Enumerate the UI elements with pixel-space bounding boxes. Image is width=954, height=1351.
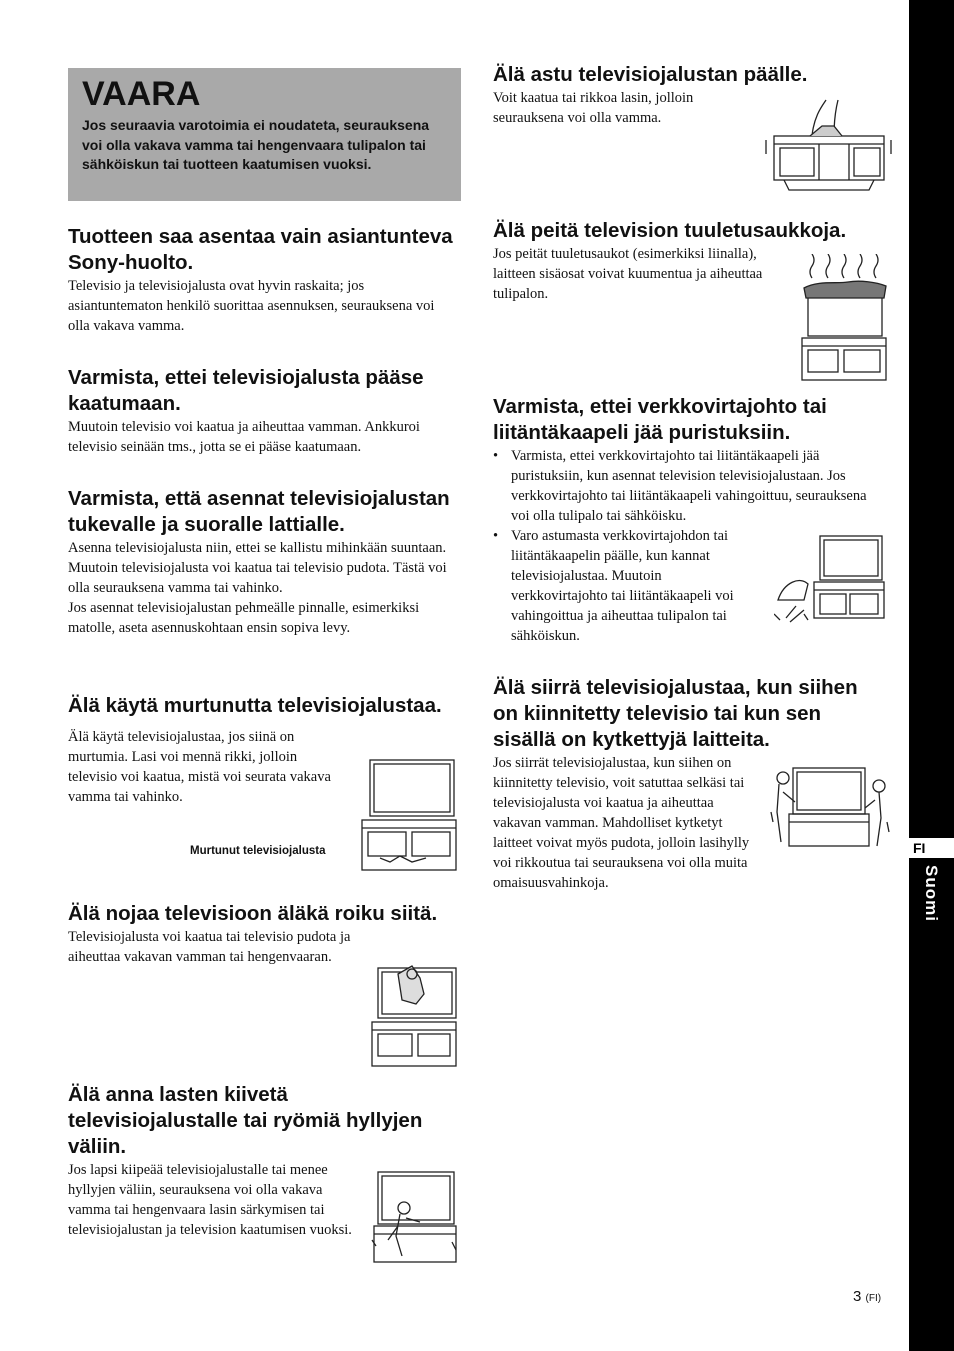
cable-pinch-illustration bbox=[774, 534, 886, 624]
section-heading: Varmista, ettei verkkovirtajohto tai liitäntäkaapeli jää puristuksiin. bbox=[493, 395, 827, 444]
section-heading: Älä peitä television tuuletusaukkoja. bbox=[493, 219, 847, 242]
covered-vents-illustration bbox=[798, 254, 892, 384]
language-code: FI bbox=[909, 838, 954, 858]
section-no-tip-over bbox=[68, 365, 458, 457]
section-body: Televisiojalusta voi kaatua tai televisio pudota ja aiheuttaa vakavan vamman tai hengenvaaran. bbox=[68, 929, 351, 965]
bullet-item: • Varo astumasta verkkovirtajohdon tai liitäntäkaapelin päälle, kun kannat televisiojalustaa. Muutoin verkkovirtajohto tai liitäntäkaapeli voi vahingoittua ja aiheuttaa tulipalon tai sähköiskun. bbox=[493, 526, 761, 646]
section-body: Jos peität tuuletusaukot (esimerkiksi liinalla), laitteen sisäosat voivat kuumentua ja aiheuttaa tulipalon. bbox=[493, 246, 763, 302]
section-heading: Tuotteen saa asentaa vain asiantunteva Sony-huolto. bbox=[68, 225, 453, 274]
section-heading: Varmista, ettei televisiojalusta pääse kaatumaan. bbox=[68, 366, 424, 415]
language-name: Suomi bbox=[922, 865, 941, 922]
danger-title: VAARA bbox=[82, 75, 201, 113]
cracked-stand-illustration bbox=[360, 758, 460, 874]
stepping-on-stand-illustration bbox=[764, 96, 894, 194]
leaning-on-tv-illustration bbox=[368, 960, 460, 1070]
section-heading: Älä käytä murtunutta televisiojalustaa. bbox=[68, 694, 442, 717]
section-heading: Älä anna lasten kiivetä televisiojalustalle tai ryömiä hyllyjen väliin. bbox=[68, 1083, 423, 1158]
illustration-caption: Murtunut televisiojalusta bbox=[190, 845, 326, 857]
section-heading: Älä nojaa televisioon äläkä roiku siitä. bbox=[68, 902, 438, 925]
section-body: Televisio ja televisiojalusta ovat hyvin raskaita; jos asiantuntematon henkilö suorittaa asennuksen, seurauksena voi olla vakava vamma. bbox=[68, 278, 435, 334]
section-heading: Älä siirrä televisiojalustaa, kun siihen on kiinnitetty televisio tai kun sen sisällä on kytkettyjä laitteita. bbox=[493, 676, 858, 751]
section-body: Asenna televisiojalusta niin, ettei se kallistu mihinkään suuntaan. Muutoin televisiojalusta voi kaatua tai televisio pudota. Tästä voi olla seurauksena vamma tai vahinko. bbox=[68, 540, 447, 596]
section-body: Jos siirrät televisiojalustaa, kun siihen on kiinnitetty televisio, voit satuttaa selkäsi tai televisiojalusta voi kaatua ja aiheuttaa vakavan vamman. Mahdolliset kytketyt laitteet voivat myös pudota, jolloin lasihylly voi rikkoutua tai seurauksena voi olla muita omaisuusvahinkoja. bbox=[493, 755, 750, 891]
section-sony-install bbox=[68, 224, 458, 336]
section-body: Muutoin televisio voi kaatua ja aiheuttaa vamman. Ankkuroi televisio seinään tms., jotta se ei pääse kaatumaan. bbox=[68, 419, 420, 455]
section-level-floor bbox=[68, 486, 463, 638]
bullet-item: • Varmista, ettei verkkovirtajohto tai liitäntäkaapeli jää puristuksiin, kun asennat television televisiojalustaan. Jos verkkovirtajohto tai liitäntäkaapeli vahingoittuu, seurauksena voi olla tulipalo tai sähköisku. bbox=[493, 446, 888, 526]
section-body: Voit kaatua tai rikkoa lasin, jolloin seurauksena voi olla vamma. bbox=[493, 90, 694, 126]
section-body-2: Jos asennat televisiojalustan pehmeälle pinnalle, esimerkiksi matolle, aseta asennuskohtaan ensin sopiva levy. bbox=[68, 600, 420, 636]
section-heading: Varmista, että asennat televisiojalustan tukevalle ja suoralle lattialle. bbox=[68, 487, 450, 536]
danger-text: Jos seuraavia varotoimia ei noudateta, seurauksena voi olla vakava vamma tai hengenvaara tulipalon tai sähköiskun tai tuotteen kaatumisen vuoksi. bbox=[82, 117, 430, 172]
language-sidebar bbox=[909, 0, 954, 1351]
section-no-leaning bbox=[68, 901, 458, 967]
section-body: Älä käytä televisiojalustaa, jos siinä on murtumia. Lasi voi mennä rikki, jolloin televisio voi kaatua, mistä voi seurata vakava vamma tai vahinko. bbox=[68, 729, 331, 805]
child-climbing-illustration bbox=[368, 1170, 460, 1266]
moving-stand-illustration bbox=[769, 762, 891, 854]
danger-box bbox=[68, 68, 461, 201]
section-heading: Älä astu televisiojalustan päälle. bbox=[493, 63, 808, 86]
section-body: Jos lapsi kiipeää televisiojalustalle tai menee hyllyjen väliin, seurauksena voi olla vakava vamma tai hengenvaara lasin särkymisen tai televisiojalustan ja television kaatumisen vuoksi. bbox=[68, 1162, 352, 1238]
page-number: 3 (FI) bbox=[853, 1288, 882, 1305]
